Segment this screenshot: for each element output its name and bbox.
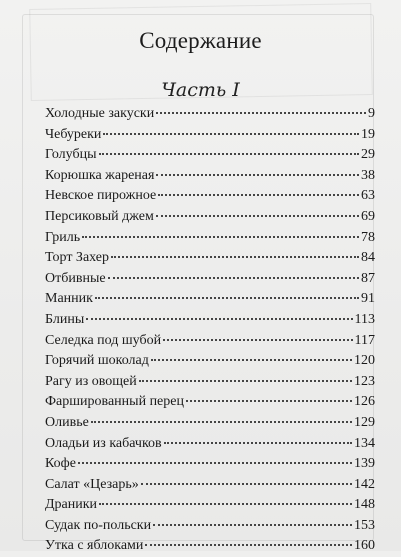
dot-leader <box>186 400 352 402</box>
toc-entry-title: Голубцы <box>45 147 97 163</box>
toc-entry <box>45 372 375 393</box>
toc-entry-page: 120 <box>354 353 375 369</box>
toc-entry-title: Фаршированный перец <box>45 394 184 410</box>
toc-entry-title: Манник <box>45 291 93 307</box>
toc-entry-title: Рагу из овощей <box>45 373 137 389</box>
toc-entry-page: 117 <box>354 332 375 348</box>
toc-entry-page: 69 <box>361 208 375 224</box>
dot-leader <box>108 277 359 279</box>
toc-entry-page: 153 <box>354 517 375 533</box>
toc-entry-title: Судак по-польски <box>45 517 152 533</box>
toc-entry <box>45 104 375 125</box>
dot-leader <box>164 442 352 444</box>
part-heading: Часть I <box>161 79 240 101</box>
toc-entry <box>45 392 375 413</box>
toc-entry <box>45 145 375 166</box>
toc-entry-page: 78 <box>361 229 375 245</box>
toc-entry-title: Горячий шоколад <box>45 353 149 369</box>
toc-entry-title: Персиковый джем <box>45 208 154 224</box>
dot-leader <box>99 153 359 155</box>
toc-entry <box>45 207 375 228</box>
toc-entry-title: Салат «Цезарь» <box>45 476 139 492</box>
toc-entry-page: 142 <box>354 476 375 492</box>
toc-entry <box>45 475 375 496</box>
toc-entry-title: Селедка под шубой <box>45 332 162 348</box>
dot-leader <box>99 503 352 505</box>
toc-entry-title: Кофе <box>45 456 76 472</box>
dot-leader <box>111 256 359 258</box>
toc-entry-title: Чебуреки <box>45 126 102 142</box>
toc-entry-title: Блины <box>45 311 85 327</box>
toc-entry <box>45 228 375 249</box>
dot-leader <box>158 194 359 196</box>
toc-entry <box>45 248 375 269</box>
toc-entry-page: 134 <box>354 435 375 451</box>
toc-entry <box>45 289 375 310</box>
toc-entry-page: 9 <box>368 106 375 121</box>
toc-entry-title: Отбивные <box>45 270 106 286</box>
dot-leader <box>151 359 352 361</box>
dot-leader <box>163 339 352 341</box>
toc-entry <box>45 516 375 537</box>
dot-leader <box>145 544 352 546</box>
toc-entry-title: Корюшка жареная <box>45 167 155 183</box>
toc-entry-title: Оладьи из кабачков <box>45 435 162 451</box>
toc-entry-page: 63 <box>361 188 375 204</box>
toc-entry-title: Невское пирожное <box>45 188 157 204</box>
toc-entry <box>45 310 375 331</box>
dot-leader <box>95 297 359 299</box>
toc-entry <box>45 125 375 146</box>
toc-entry-page: 139 <box>354 456 375 472</box>
toc-entry-title: Утка с яблоками <box>45 538 144 554</box>
toc-entry <box>45 166 375 187</box>
table-of-contents <box>45 104 375 557</box>
dot-leader <box>86 318 352 320</box>
toc-entry-title: Драники <box>45 497 98 513</box>
page-title: Содержание <box>139 28 262 53</box>
toc-entry <box>45 186 375 207</box>
toc-entry-title: Торт Захер <box>45 250 110 266</box>
dot-leader <box>156 112 366 114</box>
toc-entry-page: 129 <box>354 414 375 430</box>
toc-entry-page: 160 <box>354 538 375 554</box>
toc-entry <box>45 413 375 434</box>
toc-entry <box>45 351 375 372</box>
toc-entry <box>45 331 375 352</box>
dot-leader <box>103 133 359 135</box>
toc-entry-page: 148 <box>354 497 375 513</box>
toc-entry-page: 113 <box>354 311 375 327</box>
dot-leader <box>139 380 352 382</box>
dot-leader <box>82 236 359 238</box>
dot-leader <box>141 483 352 485</box>
toc-entry-page: 87 <box>361 270 375 286</box>
dot-leader <box>91 421 352 423</box>
toc-entry-page: 29 <box>361 147 375 163</box>
toc-entry <box>45 454 375 475</box>
toc-entry-title: Оливье <box>45 414 89 430</box>
toc-entry-page: 38 <box>361 167 375 183</box>
toc-entry-page: 84 <box>361 250 375 266</box>
toc-entry-page: 126 <box>354 394 375 410</box>
toc-entry <box>45 434 375 455</box>
dot-leader <box>153 524 352 526</box>
toc-entry <box>45 495 375 516</box>
toc-entry-page: 19 <box>361 126 375 142</box>
toc-entry-page: 123 <box>354 373 375 389</box>
toc-entry <box>45 269 375 290</box>
toc-entry <box>45 536 375 557</box>
toc-entry-title: Гриль <box>45 229 81 245</box>
dot-leader <box>78 462 352 464</box>
dot-leader <box>156 215 359 217</box>
toc-entry-title: Холодные закуски <box>45 106 155 121</box>
toc-entry-page: 91 <box>361 291 375 307</box>
dot-leader <box>156 174 359 176</box>
